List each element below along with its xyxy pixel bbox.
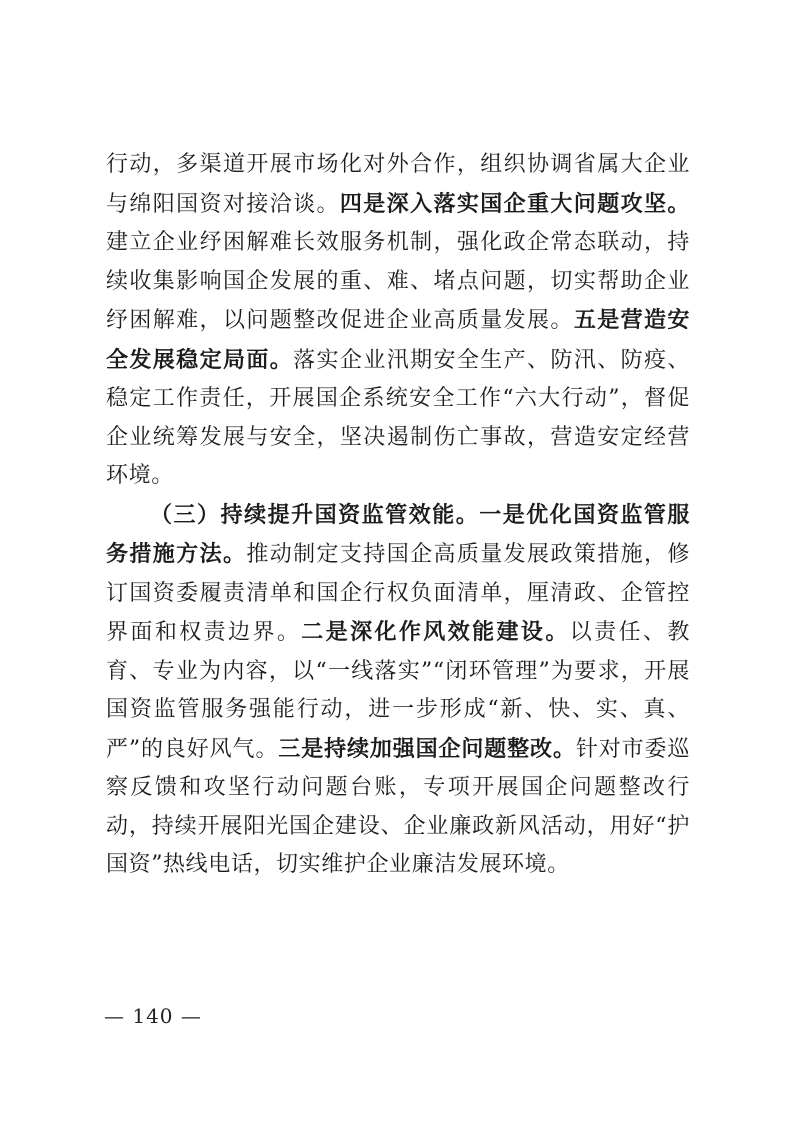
paragraph1-heading-item-4: 四是深入落实国企重大问题攻坚。 — [339, 190, 690, 217]
paragraph2-sentence-1: 推动制定支持国企高质量发展政策措施，修订国资委履责清单和国企行权负面清单，厘清政、企管控界面和权责边界。 — [106, 542, 690, 645]
paragraph-section-3 — [106, 496, 690, 885]
paragraph2-section-heading: （三）持续提升国资监管效能。一是优化国资监管服务措施方法。 — [106, 501, 690, 567]
paragraph2-sentence-3: 针对市委巡察反馈和攻坚行动问题台账，专项开展国企问题整改行动，持续开展阳光国企建设、企业廉政新风活动，用好“护国资”热线电话，切实维护企业廉洁发展环境。 — [106, 736, 690, 877]
paragraph1-sentence-1: 行动，多渠道开展市场化对外合作，组织协调省属大企业与绵阳国资对接洽谈。 — [106, 152, 690, 217]
page-number: — 140 — — [104, 1004, 202, 1028]
paragraph-continuation — [106, 146, 690, 496]
paragraph1-heading-item-5: 五是营造安全发展稳定局面。 — [106, 307, 690, 373]
body-text — [106, 146, 690, 885]
paragraph1-sentence-3: 落实企业汛期安全生产、防汛、防疫、稳定工作责任，开展国企系统安全工作“六大行动”，督促企业统筹发展与安全，坚决遏制伤亡事故，营造安定经营环境。 — [106, 347, 690, 488]
paragraph1-sentence-2: 建立企业纾困解难长效服务机制，强化政企常态联动，持续收集影响国企发展的重、难、堵点问题，切实帮助企业纾困解难，以问题整改促进企业高质量发展。 — [106, 230, 690, 333]
paragraph2-heading-item-2: 二是深化作风效能建设。 — [301, 619, 570, 645]
paragraph2-sentence-2: 以责任、教育、专业为内容，以“一线落实”“闭环管理”为要求，开展国资监管服务强能行动，进一步形成“新、快、实、真、严”的良好风气。 — [106, 620, 690, 762]
paragraph2-heading-item-3: 三是持续加强国企问题整改。 — [278, 735, 576, 762]
